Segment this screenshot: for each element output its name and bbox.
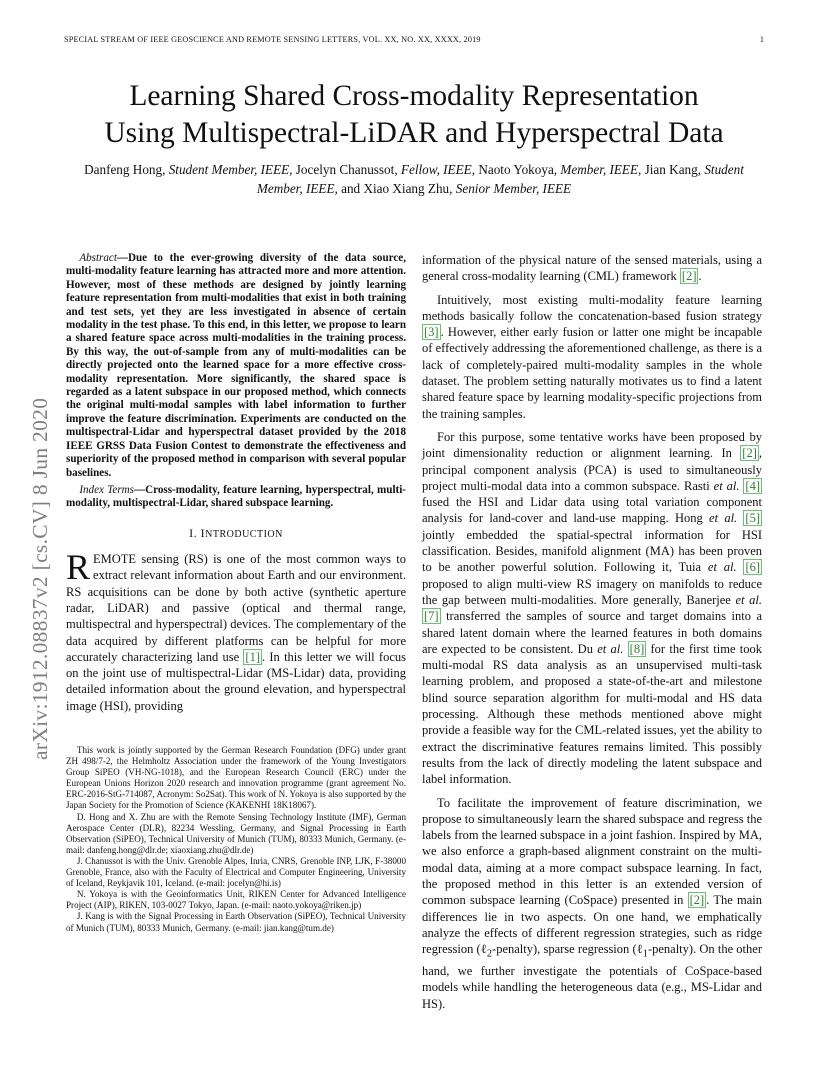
footnote-funding: This work is jointly supported by the German Research Foundation (DFG) under grant ZH 498/7-2, the Helmholtz Association under the framework of the Young Investigators Group SiPEO (VH-NG-1018), and the European Research Council (ERC) under the European Unions Horizon 2020 research and innovation programme (grant agreement No. ERC-2016-StG-714087, Acronym: So2Sat). This work of N. Yokoya is also supported by the Japan Society for the Promotion of Science (KAKENHI 18K18067). (66, 745, 406, 811)
footnotes (66, 745, 406, 934)
paragraph-2 (422, 292, 762, 422)
footnote-affiliation-yokoya: N. Yokoya is with the Geoinformatics Unit, RIKEN Center for Advanced Intelligence Project (AIP), RIKEN, 103-0027 Tokyo, Japan. (e-mail: naoto.yokoya@riken.jp) (66, 889, 406, 911)
et-al: et al. (597, 641, 624, 656)
p3-text-d: fused the HSI and Lidar data using total variation component analysis for land-cover and land-use mapping. Hong (422, 495, 762, 526)
author-5-role: Senior Member, IEEE (455, 181, 572, 196)
author-4: Jian Kang, (644, 162, 702, 177)
l2-subscript: 2 (486, 948, 493, 960)
et-al: et al. (709, 511, 738, 526)
author-2: Jocelyn Chanussot, (295, 162, 398, 177)
footnote-affiliation-hong-zhu: D. Hong and X. Zhu are with the Remote Sensing Technology Institute (IMF), German Aerospace Center (DLR), 82234 Wessling, Germany, and Signal Processing in Earth Observation (SiPEO), Technical University of Munich (TUM), 80333 Munich, Germany. (e-mail: danfeng.hong@dlr.de; xiaoxiang.zhu@dlr.de) (66, 811, 406, 855)
author-4-role: Student Member, IEEE, (256, 162, 744, 196)
intro-text-a: EMOTE sensing (RS) is one of the most common ways to extract relevant information about Earth and our environment. RS acquisitions can be done by both active (synthetic aperture radar, LiDAR) and passive (optical and thermal range, multispectral and hyperspectral) devices. The complementary of the data acquired by different platforms can be helpful for more accurately characterizing land use (66, 552, 406, 664)
author-5: and Xiao Xiang Zhu, (341, 181, 453, 196)
right-column (422, 252, 762, 1019)
citation-link[interactable]: [8] (629, 641, 645, 656)
p3-text-f: jointly embedded the spatial-spectral information for HSI classification. Besides, manifold alignment (MA) has been proven to be another powerful solution. Following it, Tuia (422, 527, 762, 575)
intro-paragraph (66, 547, 406, 714)
section-first-letter: I (200, 525, 206, 540)
title-line-2: Using Multispectral-LiDAR and Hyperspectral Data (104, 117, 724, 149)
l1-subscript: 1 (642, 948, 648, 960)
citation-link[interactable]: [3] (424, 325, 439, 340)
p3-text-k (623, 642, 627, 656)
paragraph-4 (422, 795, 762, 1012)
et-al: et al. (713, 478, 740, 493)
citation-link[interactable]: [6] (745, 560, 761, 575)
index-terms-lead: Index Terms (79, 483, 134, 496)
p2-text-a: Intuitively, most existing multi-modality feature learning methods basically follow the concatenation-based fusion strategy (422, 292, 762, 323)
index-terms-text: —Cross-modality, feature learning, hyperspectral, multi-modality, multispectral-Lidar, shared subspace learning. (66, 483, 406, 510)
et-al: et al. (707, 560, 737, 575)
drop-cap: R (66, 547, 91, 588)
p3-text-l: for the first time took multi-modal RS data analysis as an unsupervised multi-task learning problem, and proposed a state-of-the-art and milestone blind source separation algorithm for multi-modal and HS data processing. Although these methods mentioned above might provide a feasible way for the CML-related issues, yet the ability to extract the discriminative features remains limited. This possibly results from the lack of directly modeling the latent subspace and label information. (422, 641, 763, 787)
title-line-1: Learning Shared Cross-modality Representation (129, 80, 699, 112)
author-3: Naoto Yokoya, (478, 162, 558, 177)
index-terms (66, 484, 406, 511)
p1-text-b: . (698, 269, 702, 284)
section-rest: NTRODUCTION (205, 528, 283, 540)
p3-text-b: , principal component analysis (PCA) is used to simultaneously project multi-modal data into a common subspace. Rasti (422, 446, 762, 493)
abstract-lead: Abstract (79, 252, 117, 264)
p4-text-c: -penalty), sparse regression (ℓ (492, 942, 643, 957)
citation-link[interactable]: [2] (689, 893, 705, 908)
p4-text-d: -penalty). On the other hand, we further investigate the potentials of CoSpace-based models while handling the heterogeneous data (e.g., MS-Lidar and HS). (422, 942, 762, 1011)
footnote-affiliation-chanussot: J. Chanussot is with the Univ. Grenoble Alpes, Inria, CNRS, Grenoble INP, LJK, F-38000 Grenoble, France, also with the Faculty of Electrical and Computer Engineering, University of Iceland, Reykjavik 101, Iceland. (e-mail: jocelyn@hi.is) (66, 855, 406, 889)
author-3-role: Member, IEEE, (560, 162, 642, 177)
et-al: et al. (735, 592, 762, 607)
citation-link[interactable]: [2] (681, 269, 697, 284)
journal-header: SPECIAL STREAM OF IEEE GEOSCIENCE AND REMOTE SENSING LETTERS, VOL. XX, NO. XX, XXXX, 2019 (64, 35, 481, 44)
author-2-role: Fellow, IEEE, (400, 162, 476, 177)
p3-text-j: transferred the samples of source and target domains into a shared latent domain where the learned features in both domains are expected to be consistent. Du (422, 609, 762, 656)
citation-link[interactable]: [2] (742, 446, 757, 461)
section-numeral: I. (189, 525, 198, 540)
p2-text-b: . However, either early fusion or latter one might be incapable of effectively addressing the aforementioned challenge, as there is a lack of completely-paired multi-modality samples in the whole dataset. The problem setting naturally motivates us to find a latent shared feature space by learning modality-specific projections from the training samples. (422, 325, 762, 421)
p1-text-a: information of the physical nature of the sensed materials, using a general cross-modality learning (CML) framework (422, 253, 762, 284)
paragraph-3 (422, 429, 762, 788)
section-heading (66, 525, 406, 543)
arxiv-identifier: arXiv:1912.08837v2 [cs.CV] 8 Jun 2020 (28, 397, 52, 760)
arxiv-watermark (4, 296, 52, 760)
p4-text-a: To facilitate the improvement of feature discrimination, we propose to simultaneously learn the shared subspace and regress the labels from the learned subspace in a joint fashion. Inspired by MA, we also enforce a graph-based alignment constraint on the multi-modal data, aiming at a more compact subspace learning. In fact, the proposed method in this letter is an extended version of common subspace learning (CoSpace) presented in (422, 795, 762, 908)
footnote-affiliation-kang: J. Kang is with the Signal Processing in Earth Observation (SiPEO), Technical University of Munich (TUM), 80333 Munich, Germany. (e-mail: jian.kang@tum.de) (66, 911, 406, 933)
page-number: 1 (759, 35, 764, 44)
p3-text-h: proposed to align multi-view RS imagery on manifolds to reduce the gap between multi-modalities. More generally, Banerjee (422, 576, 762, 607)
author-list (70, 160, 758, 198)
paper-title (40, 78, 788, 152)
citation-link[interactable]: [7] (424, 609, 439, 624)
paragraph-1 (422, 252, 762, 285)
p3-text-a: For this purpose, some tentative works have been proposed by joint dimensionality reduction or alignment learning. In (422, 429, 762, 461)
abstract (66, 252, 406, 480)
citation-link[interactable]: [4] (745, 478, 760, 493)
abstract-text: —Due to the ever-growing diversity of the data source, multi-modality feature learning has attracted more and more attention. However, most of these methods are designed by jointly learning feature representation from multi-modalities that exist in both training and test sets, yet they are less investigated in absence of certain modality in the test phase. To this end, in this letter, we propose to learn a shared feature space across multi-modalities in the training process. By this way, the out-of-sample from any of multi-modalities can be directly projected onto the learned space for a more effective cross-modality representation. More significantly, the shared space is regarded as a latent subspace in our proposed method, which connects the original multi-modal samples with label information to further improve the feature discrimination. Experiments are conducted on the multispectral-Lidar and hyperspectral dataset provided by the 2018 IEEE GRSS Data Fusion Contest to demonstrate the effectiveness and superiority of the proposed method in comparison with several popular baselines. (66, 252, 406, 479)
intro-text-b: . In this letter we will focus on the joint use of multispectral-Lidar (MS-Lidar) data, providing detailed information about the ground elevation, and hyperspectral image (HSI), providing (66, 649, 406, 713)
citation-link[interactable]: [5] (745, 511, 760, 526)
citation-link[interactable]: [1] (245, 649, 260, 664)
author-1: Danfeng Hong, (84, 162, 166, 177)
author-1-role: Student Member, IEEE, (168, 162, 293, 177)
left-column (66, 252, 406, 714)
p4-text-b: . The main differences lie in two aspects. On one hand, we emphatically analyze the effects of different regression strategies, such as ridge regression (ℓ (422, 893, 763, 957)
